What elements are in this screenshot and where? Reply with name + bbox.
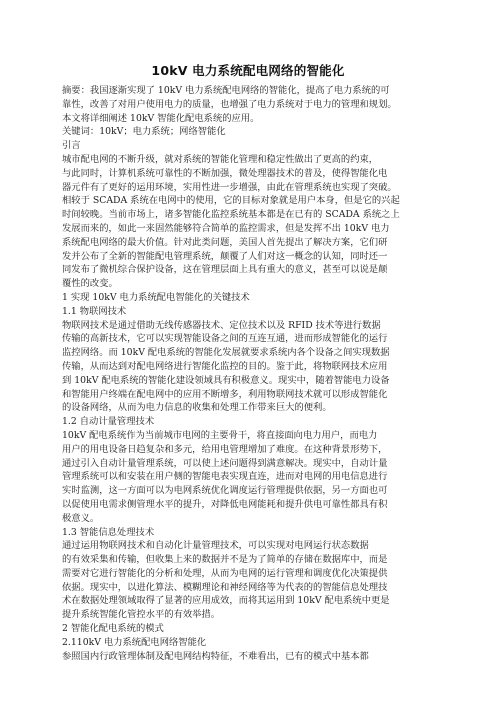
text-line: 系统配电网络的最大价值。针对此类问题，美国人首先提出了解决方案，它们研 [62,236,388,248]
text-line: 本文将详细阐述 10kV 智能化配电系统的应用。 [62,112,260,124]
text-line: 相较于 SCADA 系统在电网中的使用，它的目标对象就是用户本身，但是它的兴起 [62,195,400,207]
text-line: 关键词：10kV；电力系统；网络智能化 [62,126,226,138]
text-line: 以促使用电需求侧管理水平的提升，对降低电网能耗和提升供电可靠性都具有积 [62,498,388,510]
text-line: 监控网络。而 10kV 配电系统的智能化发展就要求系统内各个设备之间实现数据 [62,347,390,359]
text-line: 覆性的改变。 [62,278,118,290]
text-line: 引言 [62,140,81,152]
text-line: 通过运用物联网技术和自动化计量管理技术，可以实现对电网运行状态数据 [62,540,369,552]
text-line: 摘要：我国逐渐实现了 10kV 电力系统配电网络的智能化，提高了电力系统的可 [62,85,390,96]
text-line: 通过引入自动计量管理系统，可以使上述问题得到满意解决。现实中，自动计量 [62,457,388,469]
text-line: 靠性，改善了对用户使用电力的质量，也增强了电力系统对于电力的管理和规划。 [62,98,397,110]
text-line: 传输，从而达到对配电网络进行智能化监控的目的。鉴于此，将物联网技术应用 [62,360,388,372]
text-line: 1.1 物联网技术 [62,305,127,317]
text-line: 10kV 配电系统作为当前城市电网的主要骨干，将直接面向电力用户，而电力 [62,429,378,441]
text-line: 管理系统可以和安装在用户侧的智能电表实现直连，进而对电网的用电信息进行 [62,471,388,483]
text-line: 与此同时，计算机系统可靠性的不断加强，微处理器技术的普及，使得智能化电 [62,167,388,179]
text-line: 时间较晚。当前市场上，诸多智能化监控系统基本都是在已有的 SCADA 系统之上 [62,209,400,221]
text-line: 发展而来的，如此一来固然能够符合简单的监控需求，但是发挥不出 10kV 电力 [62,222,390,234]
text-line: 2.110kV 电力系统配电网络智能化 [62,636,207,648]
document-body [62,84,434,663]
text-line: 1 实现 10kV 电力系统配电智能化的关键技术 [62,291,250,303]
text-line: 提升系统智能化管控水平的有效举措。 [62,609,221,621]
text-line: 到 10kV 配电系统的智能化建设领域具有积极意义。现实中，随着智能电力设备 [62,374,390,386]
text-line: 用户的用电设备日趋复杂和多元，给用电管理增加了难度。在这种背景形势下， [62,443,388,455]
text-line: 参照国内行政管理体制及配电网结构特征，不难看出，已有的模式中基本都 [62,650,369,662]
text-line: 1.3 智能信息处理技术 [62,526,155,538]
text-line: 城市配电网的不断升级，就对系统的智能化管理和稳定性做出了更高的约束， [62,153,379,165]
text-line: 术在数据处理领域取得了显著的应用成效，而将其运用到 10kV 配电系统中更是 [62,595,390,607]
text-line: 极意义。 [62,512,100,524]
text-line: 1.2 自动计量管理技术 [62,416,155,428]
text-line: 和智能用户终端在配电网中的应用不断增多，利用物联网技术就可以形成智能化 [62,388,388,400]
text-line: 的有效采集和传输，但收集上来的数据并不是为了简单的存储在数据库中，而是 [62,554,388,566]
text-line: 传输的高新技术，它可以实现智能设备之间的互连互通，进而形成智能化的运行 [62,333,388,345]
text-line: 器元件有了更好的运用环境，实用性进一步增强，由此在管理系统也实现了突破。 [62,181,397,193]
text-line: 的设备网络，从而为电力信息的收集和处理工作带来巨大的便利。 [62,402,332,414]
text-line: 2 智能化配电系统的模式 [62,623,164,635]
document-title: 10kV 电力系统配电网络的智能化 [151,63,345,78]
text-line: 物联网技术是通过借助无线传感器技术、定位技术以及 RFID 技术等进行数据 [62,319,381,331]
text-line: 发并公布了全新的智能配电管理系统，颠覆了人们对这一概念的认知，同时还一 [62,250,388,262]
text-line: 依据。现实中，以进化算法、模糊理论和神经网络等为代表的的智能信息处理技 [62,581,388,593]
text-line: 实时监测，这一方面可以为电网系统优化调度运行管理提供依据，另一方面也可 [62,485,388,497]
text-line: 需要对它进行智能化的分析和处理，从而为电网的运行管理和调度优化决策提供 [62,567,388,579]
text-line: 同发布了微机综合保护设备，这在管理层面上具有重大的意义，甚至可以说是颠 [62,264,388,276]
